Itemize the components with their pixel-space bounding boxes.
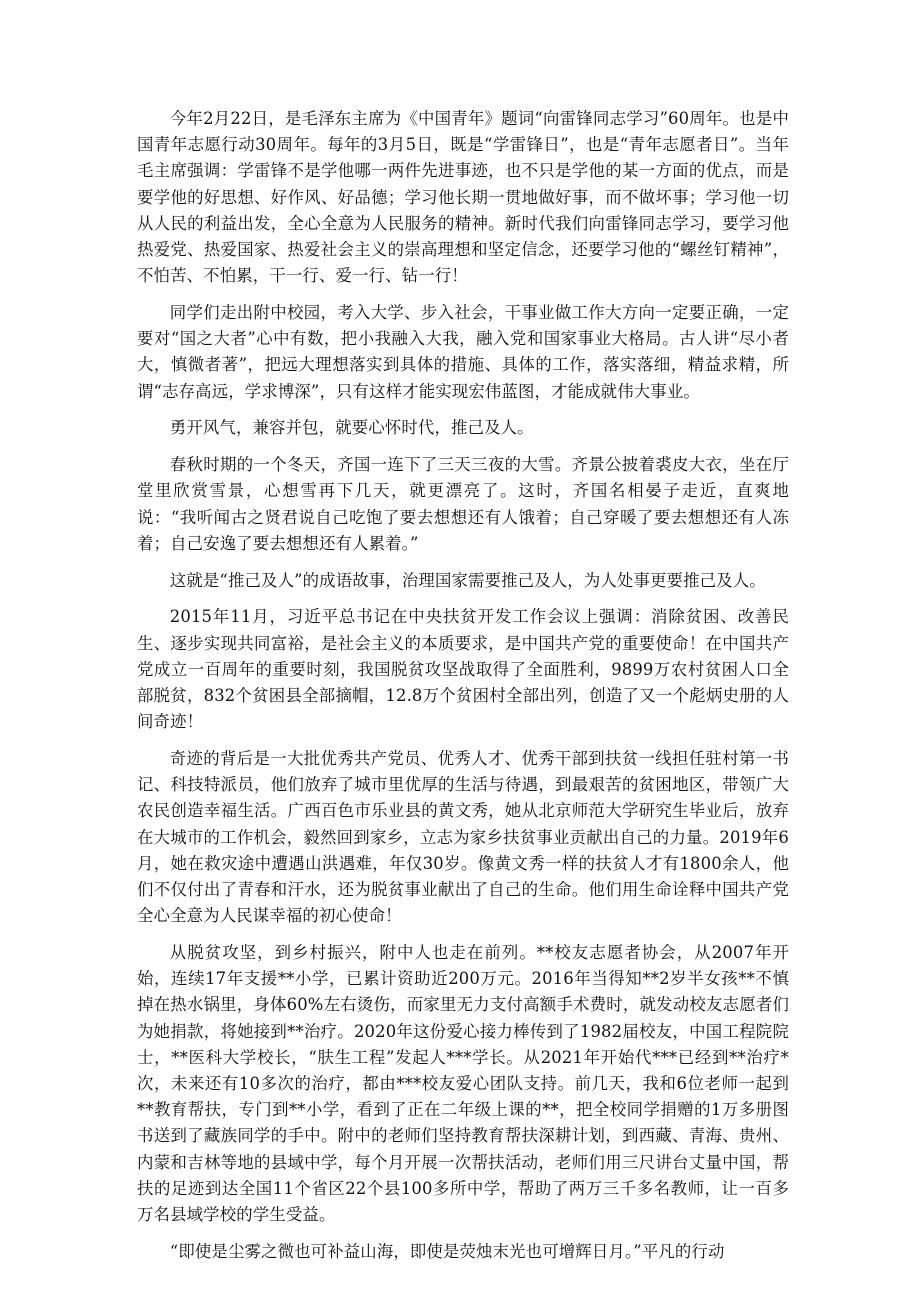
paragraph-huang-wenxiu: 奇迹的背后是一大批优秀共产党员、优秀人才、优秀干部到扶贫一线担任驻村第一书记、科技特派员，他们放弃了城市里优厚的生活与待遇，到最艰苦的贫困地区，带领广大农民创造幸福生活。广西百色市乐业县的黄文秀，她从北京师范大学研究生毕业后，放弃在大城市的工作机会，毅然回到家乡，立志为家乡扶贫事业贡献出自己的力量。2019年6月，她在救灾途中遭遇山洪遇难，年仅30岁。像黄文秀一样的扶贫人才有1800余人，他们不仅付出了青春和汗水，还为脱贫事业献出了自己的生命。他们用生命诠释中国共产党全心全意为人民谋幸福的初心使命！ (137, 749, 789, 926)
paragraph-closing-quote: “即使是尘雾之微也可补益山海，即使是荧烛末光也可增辉日月。”平凡的行动 (169, 1241, 725, 1261)
paragraph-open-spirit: 勇开风气，兼容并包，就要心怀时代，推己及人。 (169, 418, 534, 438)
paragraph-tui-ji-ji-ren: 这就是“推己及人”的成语故事，治理国家需要推己及人，为人处事更要推己及人。 (169, 570, 766, 590)
paragraph-lei-feng: 今年2月22日，是毛泽东主席为《中国青年》题词“向雷锋同志学习”60周年。也是中国青年志愿行动30周年。每年的3月5日，既是“学雷锋日”，也是“青年志愿者日”。当年毛主席强调：学雷锋不是学他哪一两件先进事迹，也不只是学他的某一方面的优点，而是要学他的好思想、好作风、好品德；学习他长期一贯地做好事，而不做坏事；学习他一切从人民的利益出发，全心全意为人民服务的精神。新时代我们向雷锋同志学习，要学习他热爱党、热爱国家、热爱社会主义的崇高理想和坚定信念，还要学习他的“螺丝钉精神”，不怕苦、不怕累，干一行、爱一行、钻一行！ (137, 109, 789, 286)
paragraph-poverty-alleviation: 2015年11月，习近平总书记在中央扶贫开发工作会议上强调：消除贫困、改善民生、逐步实现共同富裕，是社会主义的本质要求，是中国共产党的重要使命！在中国共产党成立一百周年的重要时刻，我国脱贫攻坚战取得了全面胜利，9899万农村贫困人口全部脱贫，832个贫困县全部摘帽，12.8万个贫困村全部出列，创造了又一个彪炳史册的人间奇迹！ (137, 607, 789, 732)
paragraph-rural-revitalization: 从脱贫攻坚，到乡村振兴，附中人也走在前列。**校友志愿者协会，从2007年开始，连续17年支援**小学，已累计资助近200万元。2016年当得知**2岁半女孩**不慎掉在热水锅里，身体60%左右烫伤，而家里无力支付高额手术费时，就发动校友志愿者们为她捐款，将她接到**治疗。2020年这份爱心接力棒传到了1982届校友，中国工程院院士，**医科大学校长，“肤生工程”发起人***学长。从2021年开始代***已经到**治疗*次，未来还有10多次的治疗，都由***校友爱心团队支持。前几天，我和6位老师一起到**教育帮扶，专门到**小学，看到了正在二年级上课的**，把全校同学捐赠的1万多册图书送到了藏族同学的手中。附中的老师们坚持教育帮扶深耕计划，到西藏、青海、贵州、内蒙和吉林等地的县域中学，每个月开展一次帮扶活动，老师们用三尺讲台丈量中国，帮扶的足迹到达全国11个省区22个县100多所中学，帮助了两万三千多名教师，让一百多万名县域学校的学生受益。 (137, 943, 789, 1225)
paragraph-yanzi-story: 春秋时期的一个冬天，齐国一连下了三天三夜的大雪。齐景公披着裘皮大衣，坐在厅堂里欣赏雪景，心想雪再下几天，就更漂亮了。这时，齐国名相晏子走近，直爽地说：“我听闻古之贤君说自己吃饱了要去想想还有人饿着；自己穿暖了要去想想还有人冻着；自己安逸了要去想想还有人累着。” (137, 455, 789, 553)
paragraph-direction: 同学们走出附中校园，考入大学、步入社会，干事业做工作大方向一定要正确，一定要对“国之大者”心中有数，把小我融入大我，融入党和国家事业大格局。古人讲“尽小者大，慎微者著”，把远大理想落实到具体的措施、具体的工作，落实落细，精益求精，所谓“志存高远，学求博深”，只有这样才能实现宏伟蓝图，才能成就伟大事业。 (137, 303, 789, 401)
document-page (137, 106, 789, 1265)
